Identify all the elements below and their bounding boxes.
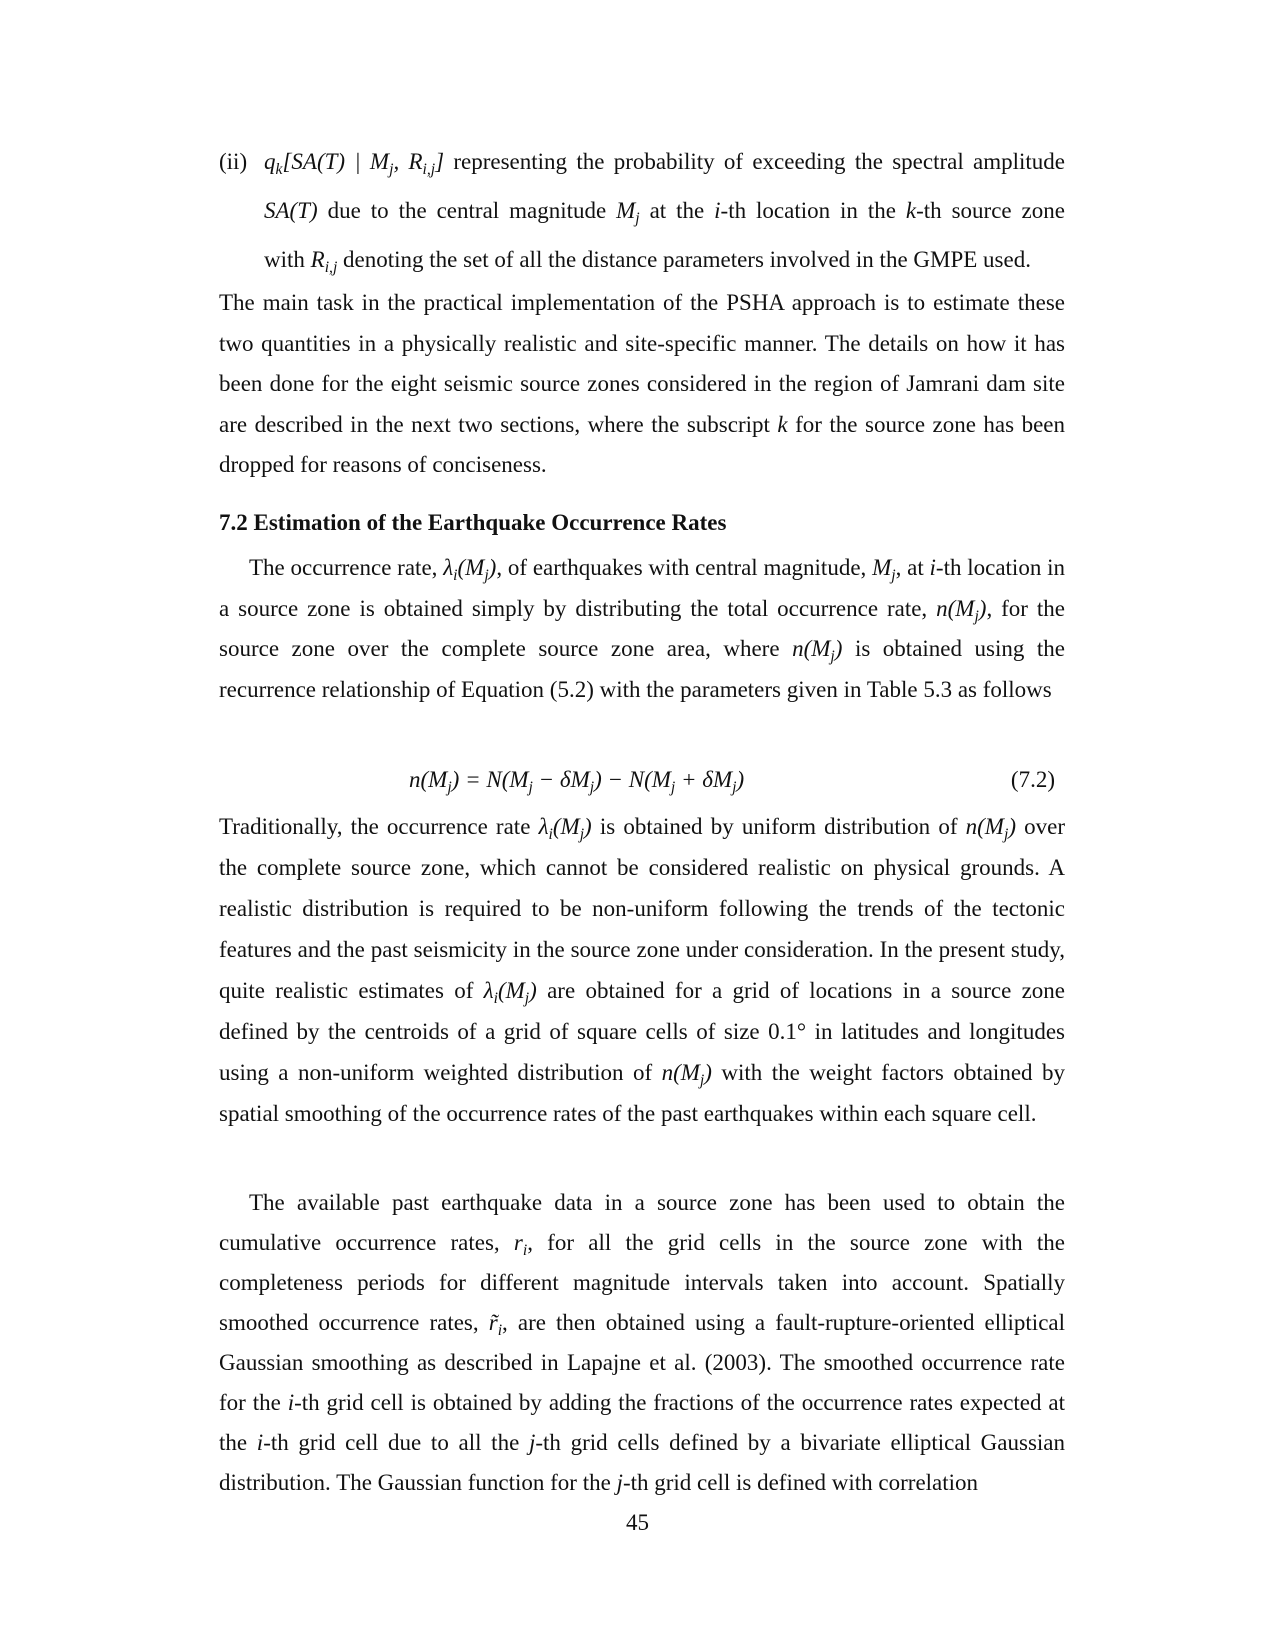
paragraph-text: over the complete source zone, which cannot be considered realistic on physical grounds. A realistic distribution is required to be non-uniform following the trends of the tectonic features and the past seismicity in the source zone under consideration. In the present study, quite realistic estimates of <box>219 814 1066 1003</box>
math-j: j <box>616 1470 623 1495</box>
item-text: due to the central magnitude <box>317 198 617 223</box>
math-rij: $R_{i,j}$ <box>310 247 338 276</box>
paragraph-occurrence-rate <box>219 548 1065 710</box>
math-n: $n(M_j)$ <box>965 814 1016 843</box>
paragraph-text: , are then obtained using a fault-rupture-oriented elliptical Gaussian smoothing as described in Lapajne et al. (2003). The smoothed occurrence rate for the <box>219 1310 1065 1415</box>
math-i: i <box>714 198 721 223</box>
paragraph-text: , for the source zone over the complete source zone area, where <box>219 595 1065 661</box>
paragraph-text: are obtained for a grid of locations in a source zone defined by the centroids of a grid of square cells of size 0.1° in latitudes and longitudes using a non-uniform weighted distribution of <box>219 978 1065 1085</box>
paragraph-text: , at <box>895 555 930 580</box>
math-i: i <box>287 1390 295 1415</box>
paragraph-text: is obtained by uniform distribution of <box>591 814 966 839</box>
page-number: 45 <box>626 1510 649 1535</box>
list-item-ii <box>219 137 1065 284</box>
paragraph-text: -th grid cell is defined with correlation <box>622 1470 979 1495</box>
math-i: i <box>929 555 936 580</box>
math-ri: $r_i$ <box>513 1230 528 1259</box>
paragraph-text: with the weight factors obtained by spatial smoothing of the occurrence rates of the past earthquakes within each square cell. <box>219 1060 1065 1126</box>
paragraph-text: The occurrence rate, <box>249 555 444 580</box>
paragraph-text: -th grid cell due to all the <box>263 1430 529 1455</box>
paragraph-text: for the source zone has been dropped for reasons of conciseness. <box>219 411 1065 477</box>
math-n: $n(M_j)$ <box>661 1060 712 1089</box>
section-heading: 7.2 Estimation of the Earthquake Occurrence Rates <box>219 510 727 535</box>
math-mj: $M_j$ <box>616 198 640 227</box>
paragraph-text: -th grid cell is obtained by adding the fractions of the occurrence rates expected at the <box>219 1390 1066 1455</box>
math-j: j <box>528 1430 536 1455</box>
equation-number: (7.2) <box>1010 767 1055 792</box>
math-i: i <box>256 1430 264 1455</box>
item-text: at the <box>639 198 715 223</box>
item-text: representing the probability of exceeding the spectral amplitude <box>444 149 1065 174</box>
formula-qk: $q_k[SA(T)$ | $M_j$, $R_{i,j}$] <box>264 149 445 178</box>
paragraph-traditionally <box>219 806 1065 1134</box>
item-text: denoting the set of all the distance parameters involved in the GMPE used. <box>337 247 1031 272</box>
math-n: $n(M_j)$ <box>792 636 843 665</box>
paragraph-text: The main task in the practical implementation of the PSHA approach is to estimate these two quantities in a physically realistic and site-specific manner. The details on how it has been done for the eight seismic source zones considered in the region of Jamrani dam site are described in the next two sections, where the subscript <box>219 290 1065 437</box>
item-number: (ii) <box>219 149 248 174</box>
math-k: k <box>905 198 917 223</box>
paragraph-text: , of earthquakes with central magnitude, <box>496 555 873 580</box>
math-lambda: $\lambda_i(M_j)$ <box>443 555 497 584</box>
paragraph-available-data <box>219 1183 1065 1503</box>
math-k: k <box>777 411 788 437</box>
paragraph-main-task <box>219 283 1065 486</box>
math-lambda: $\lambda_i(M_j)$ <box>483 978 537 1007</box>
math-sa: SA(T) <box>264 198 318 223</box>
math-lambda: $\lambda_i(M_j)$ <box>538 814 592 843</box>
paragraph-text: -th grid cells defined by a bivariate elliptical Gaussian distribution. The Gaussian function for the <box>219 1430 1065 1495</box>
math-n: $n(M_j)$ <box>936 595 987 625</box>
math-ri-tilde: $r̃_i$ <box>488 1310 503 1339</box>
paragraph-text: , for all the grid cells in the source zone with the completeness periods for different magnitude intervals taken into account. Spatially smoothed occurrence rates, <box>219 1230 1065 1335</box>
math-mj: $M_j$ <box>872 555 896 584</box>
equation-7-2 <box>219 763 1065 797</box>
paragraph-text: Traditionally, the occurrence rate <box>219 814 539 839</box>
paragraph-text: The available past earthquake data in a source zone has been used to obtain the cumulative occurrence rates, <box>219 1190 1065 1255</box>
item-text: -th source zone <box>916 198 1065 223</box>
paragraph-text: -th location in a source zone is obtained simply by distributing the total occurrence rate, <box>219 555 1065 621</box>
equation-expression: $n(M_j) = N(M_j - \delta M_j) - N(M_j + \delta M_j)$ <box>409 767 745 796</box>
item-body <box>264 137 1065 284</box>
item-text: -th location in the <box>720 198 906 223</box>
paragraph-text: is obtained using the recurrence relationship of Equation (5.2) with the parameters given in Table 5.3 as follows <box>219 636 1065 702</box>
item-text: with <box>264 247 311 272</box>
